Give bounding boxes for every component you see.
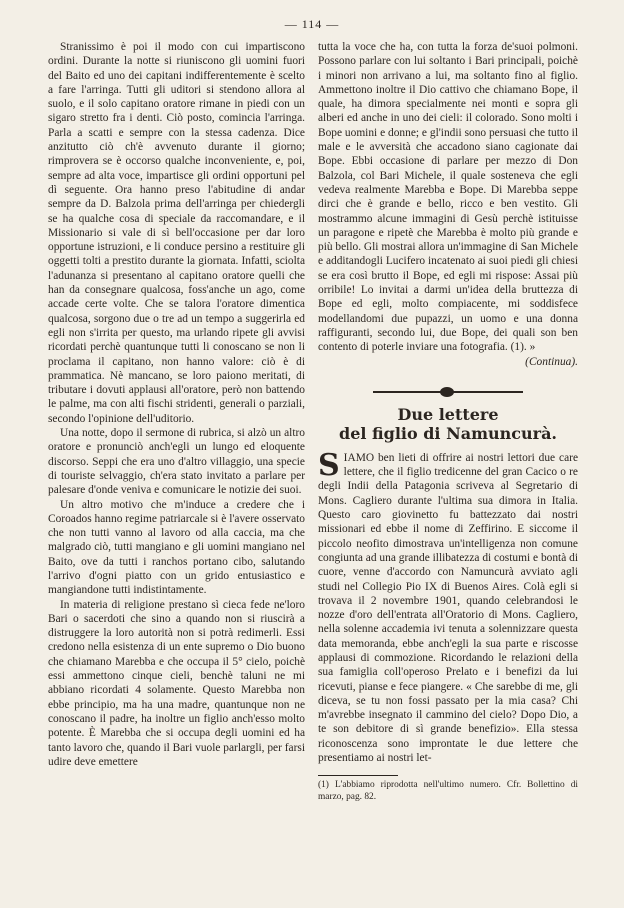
article-paragraph (318, 447, 578, 766)
paragraph: Un altro motivo che m'induce a credere che i Coroados hanno regime patriarcale si è l'avere osservato che non tutti vanno al lavoro od alla caccia, ma che malgrado ciò, tutti mangiano e gli uomini mangiano nel Baito, ove da tutti i ranchos portano cibo, salutando l'arrivo d'ogni piatto con un grido entusiastico e mangiandone tutti indistintamente. (48, 498, 305, 597)
paragraph: In materia di religione prestano sì cieca fede ne'loro Bari o sacerdoti che sino a quando non si riuscirà a distruggere la loro autorità non si potrà redimerli. Essi credono nella esistenza di un ente supremo o Dio buono che chiamano Marebba e che occupa il 5° cielo, poichè essi ammettono cinque cieli, benchè taluni ne mi abbiano ricordati 4 solamente. Questo Marebba non ebbe principio, ma ha una madre, quantunque non ne conoscano il padre, ha inoltre un figlio anch'esso molto potente. È Marebba che si occupa degli uomini ed ha tanto lavoro che, quando il Bari vuole parlargli, per farsi udire deve emettere (48, 598, 305, 768)
drop-cap: S (318, 447, 340, 483)
page-number: — 114 — (284, 17, 340, 31)
paragraph: Una notte, dopo il sermone di rubrica, si alzò un altro oratore e pronunciò anch'egli un lungo ed eloquente discorso. Seppi che era uno d'altro villaggio, una specie di touriste selvaggio, ch'era stato invitato a parlare per palesare d'onde veniva e comunicare le notizie dei suoi. (48, 427, 305, 497)
footnote: (1) L'abbiamo riprodotta nell'ultimo numero. Cfr. Bollettino di marzo, pag. 82. (318, 780, 578, 802)
footnote-rule (318, 775, 398, 776)
article-title (318, 405, 578, 443)
paragraph-continued: tutta la voce che ha, con tutta la forza de'suoi polmoni. Possono parlare con lui soltanto i Bari principali, poichè i minori non arrivano a lui, ma soltanto fino al figlio. Ammettono inoltre il Dio cattivo che chiamano Bope, il quale, ha dimora specialmente nei monti e sopra gli alberi ed anche in uno dei cieli: il colorado. Sono molti i Bope uomini e donne; e gl'indii sono persuasi che tutto il male e le avversità che accadono siano cagionate dai Bope. Ebbi occasione di parlare per mezzo di Don Balzola, col Bari Michele, il quale sosteneva che egli vedeva realmente Marebba e Bope. Di Marebba seppe dirci che è grande e bello, ricco e ben vestito. Gli mostrammo alcune immagini di Gesù perchè istituisse un paragone e ripetè che Marebba è molto più grande e più bello. Gli mostrai allora un'immagine di San Michele e additandogli Lucifero incatenato ai suoi piedi gli chiesi se era così brutto il Bope, ed egli mi rispose: Assai più orribile! Lo invitai a darmi un'idea della bruttezza di Bope ed egli, molto compiacente, mi soddisfece modellandomi due pupazzi, un uomo e una donna raffiguranti, secondo lui, due Bope, dei quali son ben contento di poterle inviare una fotografia. (1). » (318, 41, 578, 354)
right-column (318, 40, 578, 803)
section-divider (373, 387, 523, 397)
left-column (48, 40, 305, 769)
article-title-line2: del figlio di Namuncurà. (339, 423, 557, 443)
paragraph: Stranissimo è poi il modo con cui impartiscono ordini. Durante la notte si riuniscono gli uomini fuori del Baito ed uno dei capitani indifferentemente è scelto a fare l'arringa. Tutti gli uditori si stendono allora al suolo, e il solo capitano oratore rimane in piedi con un sigaro stretto fra i denti. Ciò posto, comincia l'arringa. Parla a scatti e sempre con la stessa cadenza. Dice anzitutto ciò ch'è avvenuto durante il giorno; rimprovera se è occorso qualche inconveniente, e, poi, sempre ad alta voce, impartisce gli ordini opportuni pel dì seguente. Ora hanno preso l'abitudine di andar sempre da D. Balzola prima dell'arringa per chiedergli se ha qualche cosa di speciale da raccomandare, e il Missionario si vale di sì bell'occasione per dar loro opportune istruzioni, e li conduce persino a restituire gli oggetti tolti a prestito durante la giornata. Infatti, sciolta l'adunanza si presentano al capitano oratore quelli che han da consegnare qualcosa, foss'anche un ago, come accade certe volte. Che se talora l'oratore dimentica qualcosa, sorgono due o tre ad un tempo a suggerirla ed egli non s'irrita per questo, ma urlando ripete gli avvisi ricordati perchè quantunque tutti li conoscano se non li proclama il capitano, non hanno valore: ciò è di prammatica. Nè mancano, se loro paiono meritati, di tributare i dovuti applausi all'oratore, però non battendo le palme, ma con alti fischi stridenti, generali o parziali, secondo l'opinione dell'uditorio. (48, 41, 305, 425)
continua-label: (Continua). (525, 355, 578, 368)
article-body: IAMO ben lieti di offrire ai nostri lettori due care lettere, che il figlio tredicenne del gran Cacico o re degli Indii della Patagonia scriveva al Segretario di Mons. Cagliero durante l'ultima sua dimora in Italia. Questo caro giovinetto fu battezzato dai nostri missionari ed ebbe il nome di Zeffirino. E siccome il piccolo neofito dimostrava un'intelligenza non comune congiunta ad una grande illibatezza di costumi e bontà di cuore, venne d'accordo con Namuncurà avviato agli studi nel Collegio Pio IX di Buenos Aires. Colà egli si trovava il 2 novembre 1901, quando celebrandosi le nozze d'oro dell'entrata all'Oratorio di Mons. Cagliero, nella solenne accademia ivi tenuta a solennizzare questa data memoranda, ebbe anch'egli la sua parte e riscosse applausi di commozione. Ricordando le relazioni della sua famiglia coll'operoso Prelato e i benefizi da lui ricevuti, pianse e fece piangere. « Che sarebbe di me, gli diceva, se tu non fossi passato per la mia casa? Chi m'avrebbe insegnato il cammino del cielo? Dopo Dio, a te son debitore di sì grande benefizio». Ella stessa riconoscenza sono improntate le due lettere che presentiamo ai nostri let- (318, 451, 578, 765)
article-title-line1: Due lettere (397, 404, 499, 424)
